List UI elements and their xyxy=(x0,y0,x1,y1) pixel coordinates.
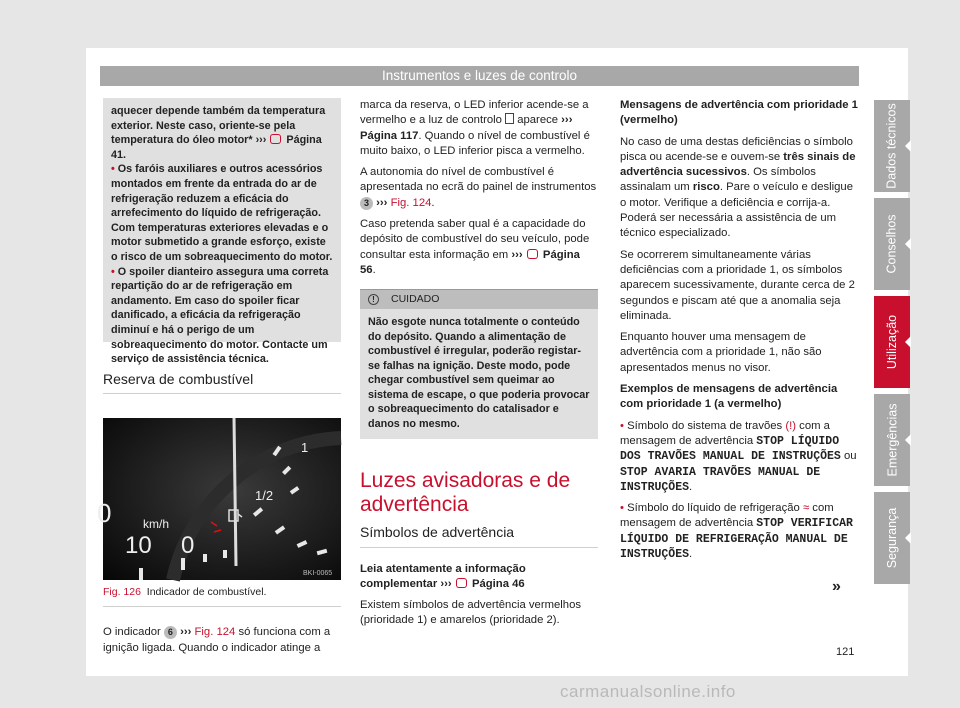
paragraph: Leia atentamente a informação complementar ››› Página 46 xyxy=(360,562,526,590)
continue-mark: » xyxy=(832,578,841,595)
page-number: 121 xyxy=(836,646,855,658)
book-icon xyxy=(455,577,469,588)
paragraph: O indicador 6 ››› Fig. 124 só funciona com a ignição ligada. Quando o indicador atinge a xyxy=(103,626,331,654)
tab-seguranca[interactable]: Segurança xyxy=(874,492,910,584)
gauge-mark-full: 1 xyxy=(301,440,309,455)
figure-link[interactable]: Fig. 124 xyxy=(194,626,236,639)
speed-unit: km/h xyxy=(143,517,170,531)
list-item: • Símbolo do sistema de travões (!) com a mensagem de advertência STOP LÍQUIDO DOS TRAVÕES MANUAL DE INSTRUÇÕES ou STOP AVARIA TRAVÕES MANUAL DE INSTRUÇÕES. xyxy=(620,419,857,494)
tab-utilizacao[interactable]: Utilização xyxy=(874,296,910,388)
info-box-intro: aquecer depende também da temperatura exterior. Neste caso, oriente-se pela temperatura do óleo motor* xyxy=(111,105,326,147)
figure-link[interactable]: Fig. 124 xyxy=(390,196,432,209)
paragraph: A autonomia do nível de combustível é apresentada no ecrã do painel de instrumentos 3 ››› Fig. 124. xyxy=(360,166,597,209)
caution-icon: ! xyxy=(368,294,379,305)
fuel-gauge-image xyxy=(97,418,341,580)
figure-code: BKI-0065 xyxy=(303,570,333,577)
page-link[interactable]: Página 46 xyxy=(471,577,525,590)
paragraph: marca da reserva, o LED inferior acende-se a vermelho e a luz de controlo aparece ››› Página 117. Quando o nível de combustível é muito baixo, o LED inferior pisca a vermelho. xyxy=(360,99,590,157)
paragraph: Existem símbolos de advertência vermelhos (prioridade 1) e amarelos (prioridade 2). xyxy=(360,599,582,627)
speed-mark: 10 xyxy=(125,532,152,559)
info-box: aquecer depende também da temperatura exterior. Neste caso, oriente-se pela temperatura do óleo motor* ››› Página 41. • Os faróis auxiliares e outros acessórios montados em frente da entrada do ar de refrigeração reduzem a eficácia do arrefecimento do líquido de refrigeração. Com temperaturas exteriores elevadas e o motor submetido a grande esforço, existe o risco de um sobreaquecimento do motor. • O spoiler dianteiro assegura uma correta repartição do ar de refrigeração em andamento. Em caso do spoiler ficar danificado, a eficácia da refrigeração diminuí e há o perigo de um sobreaquecimento do motor. Contacte um serviço de assistência técnica. xyxy=(103,98,341,342)
brake-warning-icon: (!) xyxy=(785,419,797,432)
fuel-gauge-figure xyxy=(97,418,341,580)
callout-number: 3 xyxy=(360,197,373,210)
coolant-warning-icon: ≈ xyxy=(802,502,810,515)
tab-conselhos[interactable]: Conselhos xyxy=(874,198,910,290)
column-right xyxy=(620,98,860,562)
chapter-title: Luzes avisadoras e de advertência xyxy=(360,469,571,517)
callout-number: 6 xyxy=(164,626,177,639)
book-icon xyxy=(269,133,283,144)
speed-mark: 0 xyxy=(97,498,112,528)
caution-text: Não esgote nunca totalmente o conteúdo do depósito. Quando a alimentação de combustível é irregular, poderão registar-se falhas na ignição. Deste modo, pode chegar combustível sem queimar ao sistema de escape, o que poderia provocar o sobreaquecimento do catalisador e danos no mesmo. xyxy=(368,316,590,430)
fuel-pump-icon xyxy=(505,113,514,124)
page-link[interactable]: Página 117 xyxy=(360,129,419,142)
subheading: Exemplos de mensagens de advertência com prioridade 1 (a vermelho) xyxy=(620,383,838,411)
page-link[interactable]: Página 56 xyxy=(360,248,580,276)
watermark: carmanualsonline.info xyxy=(560,682,736,701)
figure-caption: Fig. 126 Indicador de combustível. xyxy=(103,585,341,607)
subheading: Mensagens de advertência com prioridade 1 (vermelho) xyxy=(620,99,858,127)
caution-label: CUIDADO xyxy=(391,293,440,306)
paragraph: No caso de uma destas deficiências o símbolo pisca ou acende-se e ouvem-se três sinais de advertência sucessivos. Os símbolos assinalam um risco. Pare o veículo e desligue o motor. Verifique a deficiência e corrija-a. Poderá ser necessária a assistência de um técnico especializado. xyxy=(620,135,856,240)
info-box-bullet: O spoiler dianteiro assegura uma correta repartição do ar de refrigeração em andamento. Em caso do spoiler ficar danificado, a eficácia da refrigeração diminuí e há o perigo de um sobreaquecimento do motor. Contacte um serviço de assistência técnica. xyxy=(111,265,329,366)
column-left xyxy=(97,98,341,656)
section-title: Símbolos de advertência xyxy=(360,525,598,547)
section-title: Reserva de combustível xyxy=(103,372,341,394)
paragraph: Caso pretenda saber qual é a capacidade do depósito de combustível do seu veículo, pode consultar esta informação em ››› Página 56. xyxy=(360,218,590,276)
tab-emergencias[interactable]: Emergências xyxy=(874,394,910,486)
info-box-bullet: Os faróis auxiliares e outros acessórios montados em frente da entrada do ar de refrigeração reduzem a eficácia do arrefecimento do líquido de refrigeração. Com temperaturas exteriores elevadas e o motor submetido a grande esforço, existe o risco de um sobreaquecimento do motor. xyxy=(111,163,333,263)
book-icon xyxy=(526,248,540,259)
paragraph: Se ocorrerem simultaneamente várias deficiências com a prioridade 1, os símbolos aparecem sucessivamente, durante cerca de 2 segundos e piscam até que a anomalia seja eliminada. xyxy=(620,248,855,322)
tab-dados-tecnicos[interactable]: Dados técnicos xyxy=(874,100,910,192)
column-middle xyxy=(360,98,598,629)
list-item: • Símbolo do líquido de refrigeração ≈ com mensagem de advertência STOP VERIFICAR LÍQUIDO DE REFRIGERAÇÃO MANUAL DE INSTRUÇÕES. xyxy=(620,502,853,562)
speed-mark: 0 xyxy=(181,532,195,559)
caution-box xyxy=(360,289,598,439)
page-link[interactable]: Página 41 xyxy=(111,134,322,161)
page-header: Instrumentos e luzes de controlo xyxy=(100,66,859,86)
gauge-mark-half: 1/2 xyxy=(255,488,274,503)
paragraph: Enquanto houver uma mensagem de advertência com a prioridade 1, não são apresentados menus no visor. xyxy=(620,331,822,374)
